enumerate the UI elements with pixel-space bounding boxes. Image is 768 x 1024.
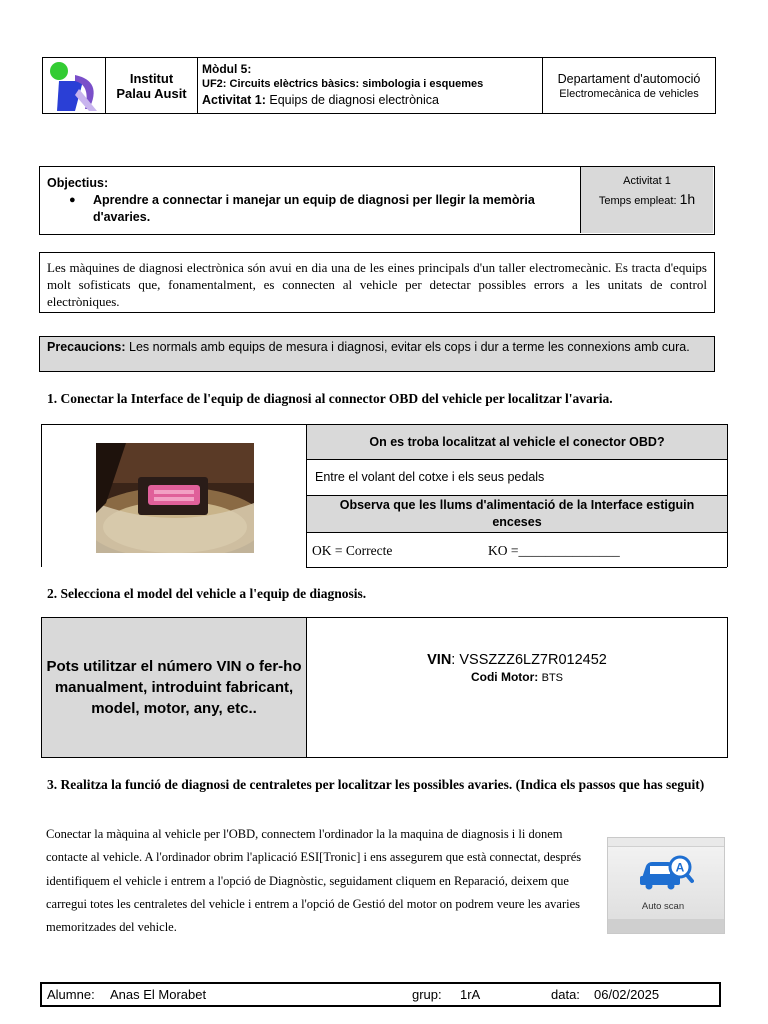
objectives-label: Objectius: [47,176,109,190]
department-cell [543,58,715,113]
vin-data-cell [307,618,727,757]
svg-text:A: A [675,860,685,875]
uf-text: Circuits elèctrics bàsics: simbologia i esquemes [229,78,484,90]
engine-value: BTS [541,672,564,684]
observe-cell [307,496,727,533]
vin-value: : VSSZZZ6LZ7R012452 [451,652,607,668]
activity-text: Equips de diagnosi electrònica [269,93,439,107]
intro-box [39,252,715,313]
obd-answer: Entre el volant del cotxe i els seus pedals [315,470,545,484]
intro-text: Les màquines de diagnosi electrònica són avui en dia una de les eines principals d'un taller electromecànic. Es tracta d'equips molt sofisticats que, fonamentalment, es connecten al vehicle per detectar possibles errors a les unitats de control electròniques. [47,260,707,309]
activity-line [202,92,542,108]
observe-text: Observa que les llums d'alimentació de la Interface estiguin enceses [339,498,695,529]
autoscan-label: Auto scan [641,901,685,912]
engine-label: Codi Motor: [470,670,539,684]
date-value: 06/02/2025 [594,987,660,1002]
section3-heading: 3. Realitza la funció de diagnosi de centraletes per localitzar les possibles avaries. (Indica els passos que has seguit) [47,777,705,792]
student-label: Alumne: [47,987,95,1002]
ok-ko-cell [307,533,727,568]
autoscan-button[interactable] [607,837,725,934]
ok-text: OK = Correcte [312,543,393,558]
school-logo [45,59,105,113]
uf-prefix: UF2: [202,78,227,90]
objectives-box [39,166,715,235]
group-label: grup: [412,987,442,1002]
objectives-content [40,167,581,233]
obd-question-cell [307,425,727,460]
department-name: Departament d'automoció [557,71,701,86]
time-label: Temps empleat [598,195,674,207]
institute-line1: Institut [129,70,174,86]
activity-prefix: Activitat 1: [202,93,266,107]
precautions-box [39,336,715,372]
time-value: 1h [679,191,696,207]
module-title: Mòdul 5: [202,62,252,76]
section3-body: Conectar la màquina al vehicle per l'OBD, connectem l'ordinador la la maquina de diagnosis i li donem contacte al vehicle. A l'ordinador obrim l'aplicació ESI[Tronic] i ens assegurem que està connectat, després identifiquem el vehicle i entrem a l'opció de Diagnòstic, seguidament cliquem en Reparació, deixem que carregui totes les centraletes del vehicle i entrem a l'opció de Gestió del motor on podrem veure les avaries memoritzades del vehicle. [46,827,582,935]
objectives-item [47,192,580,226]
obd-connector-photo [96,443,254,553]
institute-cell [106,58,198,113]
module-cell [198,58,543,113]
section1-heading: 1. Conectar la Interface de l'equip de diagnosi al connector OBD del vehicle per localitzar l'avaria. [47,391,613,406]
vin-line [307,652,727,668]
vin-instructions-cell [42,618,307,757]
institute-line2: Palau Ausit [116,85,187,101]
student-name: Anas El Morabet [110,987,207,1002]
header-table [42,57,716,114]
bullet-icon: ● [69,194,76,206]
precautions-text: Les normals amb equips de mesura i diagnosi, evitar els cops i dur a terme les connexions amb cura. [129,340,690,354]
specialty-name: Electromecànica de vehicles [559,87,699,100]
engine-line [307,670,727,684]
uf-line [202,76,542,92]
precautions-label: Precaucions: [47,340,126,354]
activity-time-cell [581,167,713,233]
ko-text: KO =_______________ [488,543,620,558]
obd-question: On es troba localitzat al vehicle el conector OBD? [369,435,665,449]
section2-heading: 2. Selecciona el model del vehicle a l'equip de diagnosis. [47,586,367,601]
time-line: Temps empleat: 1h [598,191,696,207]
autoscan-top-bar [608,838,724,847]
group-value: 1rA [460,987,481,1002]
date-label: data: [551,987,580,1002]
car-search-icon [638,854,694,890]
section1-table [41,424,728,567]
vin-instructions: Pots utilitzar el número VIN o fer-ho manualment, introduint fabricant, model, motor, any, etc.. [46,658,302,717]
obd-photo-cell [42,425,307,568]
logo-cell [43,58,106,113]
autoscan-bottom-bar [608,919,724,933]
section2-table [41,617,728,758]
activity-label: Activitat 1 [623,175,671,187]
vin-label: VIN [427,652,452,668]
footer-bar [40,982,721,1007]
objectives-item-text: Aprendre a connectar i manejar un equip de diagnosi per llegir la memòria d'avaries. [93,193,535,224]
obd-answer-cell [307,460,727,496]
